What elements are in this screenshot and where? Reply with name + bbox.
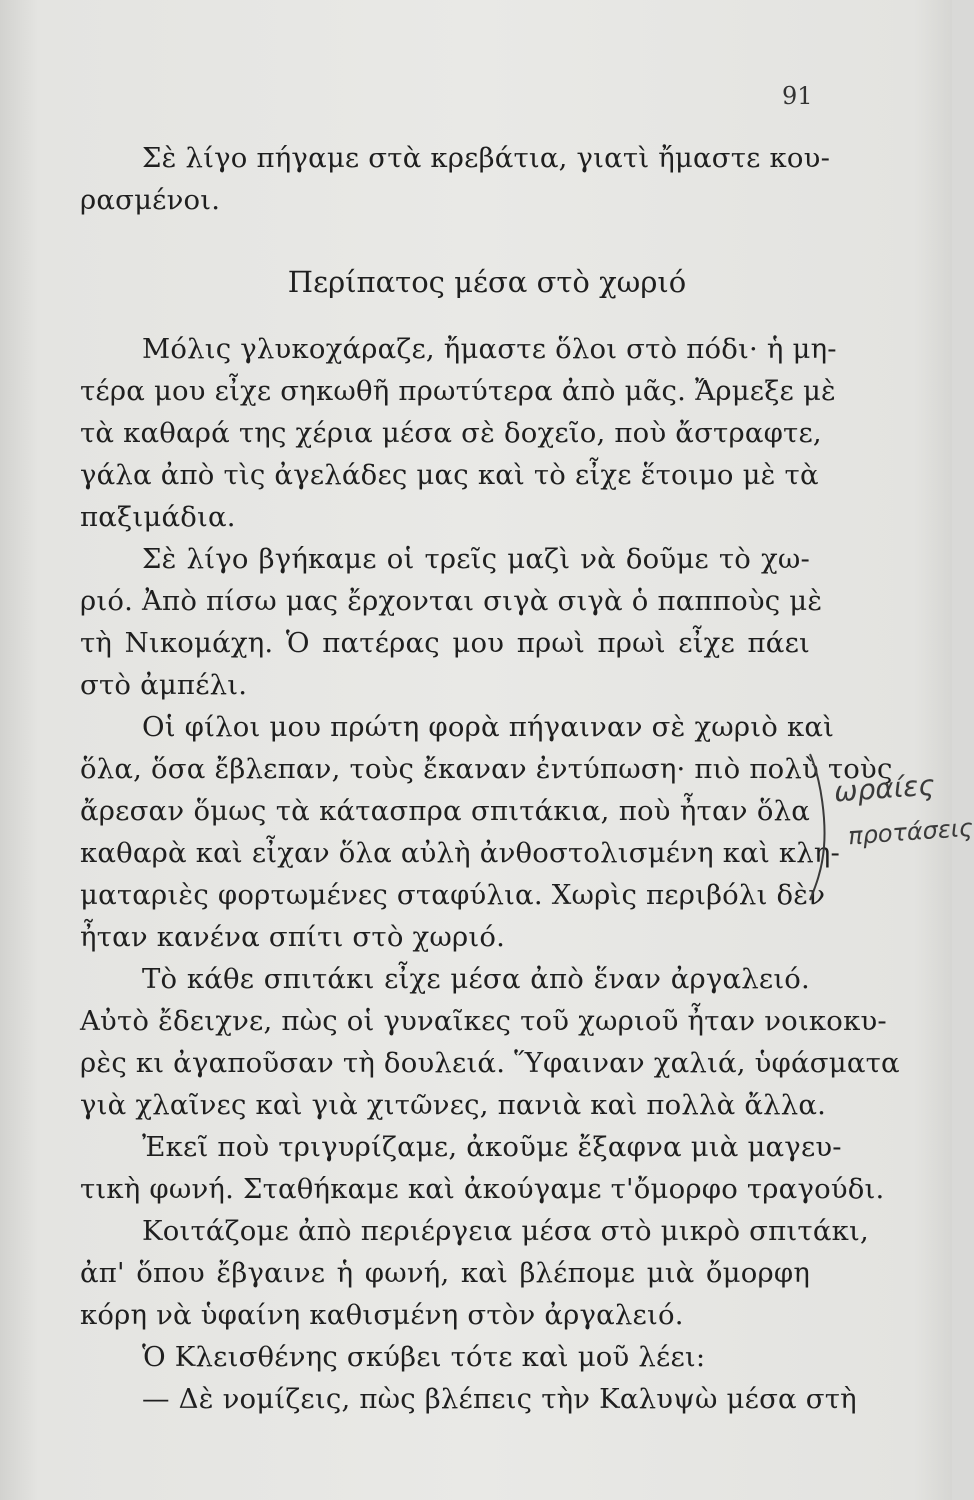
paragraph-7 [80, 1210, 869, 1336]
text-line: ρασμένοι. [80, 184, 221, 216]
text-line: στὸ ἀμπέλι. [80, 669, 248, 701]
text-line: Κοιτάζομε ἀπὸ περιέργεια μέσα στὸ μικρὸ σπιτάκι, [142, 1215, 869, 1247]
text-line: Σὲ λίγο πήγαμε στὰ κρεβάτια, γιατὶ ἤμαστε κου- [142, 142, 831, 174]
paragraph-6 [80, 1126, 885, 1210]
text-line: ὅλα, ὅσα ἔβλεπαν, τοὺς ἔκαναν ἐντύπωση· πιὸ πολὺ τοὺς [80, 753, 893, 785]
text-line: ἦταν κανένα σπίτι στὸ χωριό. [80, 921, 506, 953]
text-line: ἄρεσαν ὅμως τὰ κάτασπρα σπιτάκια, ποὺ ἦταν ὅλα [80, 795, 810, 827]
paragraph-3 [80, 538, 823, 706]
text-line: — Δὲ νομίζεις, πὼς βλέπεις τὴν Καλυψὼ μέσα στὴ [142, 1383, 857, 1415]
text-line: καθαρὰ καὶ εἶχαν ὅλα αὐλὴ ἀνθοστολισμένη καὶ κλη- [80, 837, 841, 869]
paragraph-5 [80, 958, 900, 1126]
text-line: ρὲς κι ἀγαποῦσαν τὴ δουλειά. Ὕφαιναν χαλιά, ὑφάσματα [80, 1047, 900, 1079]
margin-note-line-1: ωραίες [832, 768, 936, 809]
paragraph-9 [80, 1378, 857, 1420]
text-line: Οἱ φίλοι μου πρώτη φορὰ πήγαιναν σὲ χωριὸ καὶ [142, 711, 835, 743]
text-line: Τὸ κάθε σπιτάκι εἶχε μέσα ἀπὸ ἕναν ἀργαλειό. [142, 963, 810, 995]
margin-bracket [808, 752, 830, 902]
text-line: κόρη νὰ ὑφαίνη καθισμένη στὸν ἀργαλειό. [80, 1299, 684, 1331]
text-line: ματαριὲς φορτωμένες σταφύλια. Χωρὶς περιβόλι δὲν [80, 879, 826, 911]
paragraph-8 [80, 1336, 810, 1378]
text-line: ἀπ' ὅπου ἔβγαινε ἡ φωνή, καὶ βλέπομε μιὰ ὄμορφη [80, 1257, 810, 1289]
text-line: παξιμάδια. [80, 501, 236, 533]
margin-note-line-2: προτάσεις [847, 813, 974, 851]
text-line: Αὐτὸ ἔδειχνε, πὼς οἱ γυναῖκες τοῦ χωριοῦ ἦταν νοικοκυ- [80, 1005, 887, 1037]
paragraph-2 [80, 328, 837, 538]
text-line: ριό. Ἀπὸ πίσω μας ἔρχονται σιγὰ σιγὰ ὁ παπποὺς μὲ [80, 585, 823, 617]
text-line: Ὁ Κλεισθένης σκύβει τότε καὶ μοῦ λέει: [142, 1341, 706, 1373]
text-line: τὴ Νικομάχη. Ὁ πατέρας μου πρωὶ πρωὶ εἶχε πάει [80, 627, 810, 659]
text-line: Μόλις γλυκοχάραζε, ἤμαστε ὅλοι στὸ πόδι· ἡ μη- [142, 333, 837, 365]
text-line: Ἐκεῖ ποὺ τριγυρίζαμε, ἀκοῦμε ἔξαφνα μιὰ μαγευ- [142, 1131, 842, 1163]
section-heading: Περίπατος μέσα στὸ χωριό [287, 265, 687, 299]
text-line: τὰ καθαρά της χέρια μέσα σὲ δοχεῖο, ποὺ ἄστραφτε, [80, 417, 822, 449]
text-line: γάλα ἀπὸ τὶς ἀγελάδες μας καὶ τὸ εἶχε ἕτοιμο μὲ τὰ [80, 459, 819, 491]
paragraph-1 [80, 137, 831, 221]
text-line: γιὰ χλαῖνες καὶ γιὰ χιτῶνες, πανιὰ καὶ πολλὰ ἄλλα. [80, 1089, 827, 1121]
text-line: Σὲ λίγο βγήκαμε οἱ τρεῖς μαζὶ νὰ δοῦμε τὸ χω- [142, 543, 810, 575]
text-line: τικὴ φωνή. Σταθήκαμε καὶ ἀκούγαμε τ'ὄμορφο τραγούδι. [80, 1173, 885, 1205]
page-number: 91 [782, 82, 813, 110]
text-line: τέρα μου εἶχε σηκωθῆ πρωτύτερα ἀπὸ μᾶς. Ἄρμεξε μὲ [80, 375, 836, 407]
